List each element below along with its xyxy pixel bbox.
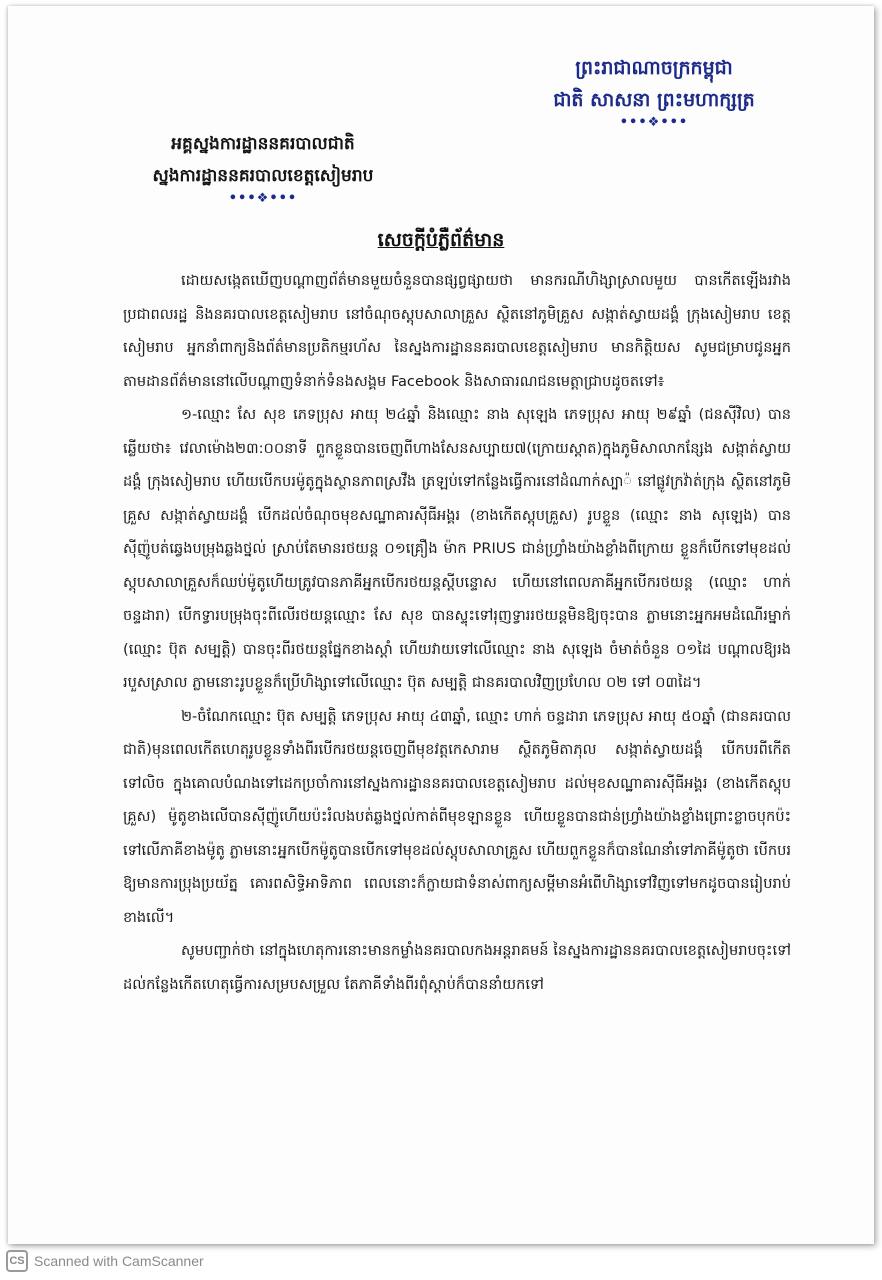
scanner-watermark [6, 1250, 204, 1272]
camscanner-logo-icon: CS [6, 1250, 28, 1272]
agency-provincial-commissariat: ស្នងការដ្ឋាននគរបាលខេត្តសៀមរាប [152, 166, 374, 186]
paragraph-intro: ដោយសង្កេតឃើញបណ្ដាញព័ត៌មានមួយចំនួនបានផ្សព្វផ្សាយថា មានករណីហិង្សាស្រាលមួយ បានកើតឡើងរវាងប្រជាពលរដ្ឋ និងនគរបាលខេត្តសៀមរាប នៅចំណុចស្តុបសាលាគ្រួស ស្ថិតនៅភូមិគ្រួស សង្កាត់ស្វាយដង្គំ ក្រុងសៀមរាប ខេត្តសៀមរាប អ្នកនាំពាក្យនិងព័ត៌មានប្រតិកម្មរហ័ស នៃស្នងការដ្ឋាននគរបាលខេត្តសៀមរាប មានកិត្តិយស សូមជម្រាបជូនអ្នកតាមដានព័ត៌មាននៅលើបណ្ដាញទំនាក់ទំនងសង្គម Facebook និងសាធារណជនមេត្តាជ្រាបដូចតទៅ៖ [123, 272, 791, 390]
paragraph-conclusion: សូមបញ្ជាក់ថា នៅក្នុងហេតុការនោះមានកម្លាំងនគរបាលកងអន្តរាគមន៍ នៃស្នងការដ្ឋាននគរបាលខេត្តសៀមរាបចុះទៅដល់កន្លែងកើតហេតុធ្វើការសម្របសម្រួល តែភាគីទាំងពីរពុំស្តាប់ក៏បាននាំយកទៅ [123, 942, 791, 993]
document-title: សេចក្ដីបំភ្លឺព័ត៌មាន [377, 229, 505, 251]
scanner-watermark-text: Scanned with CamScanner [34, 1253, 204, 1269]
agency-general-commissariat: អគ្គស្នងការដ្ឋាននគរបាលជាតិ [171, 134, 355, 154]
ornament-divider: •••❖••• [619, 115, 689, 130]
document-body [123, 264, 791, 1001]
paragraph-statement-1: ១-ឈ្មោះ សែ សុខ ភេទប្រុស អាយុ ២៤ឆ្នាំ និងឈ្មោះ នាង សុឡេង ភេទប្រុស អាយុ ២៩ឆ្នាំ (ជនស៊ីវិល) បានឆ្លើយថា៖ វេលាម៉ោង២៣:០០នាទី ពួកខ្លួនបានចេញពីហាងសែនសប្បាយ៧(ក្រោយស្តាត)ក្នុងភូមិសាលាកន្សែង សង្កាត់ស្វាយដង្គំ ក្រុងសៀមរាប ហើយបើកបរម៉ូតូក្នុងស្ថានភាពស្រវឹង ត្រឡប់ទៅកន្លែងធ្វើការនៅដំណាក់ស្បា៉ នៅផ្លូវក្រវ៉ាត់ក្រុង ស្ថិតនៅភូមិគ្រួស សង្កាត់ស្វាយដង្គំ បើកដល់ចំណុចមុខសណ្ឋាគារស៊ីធីអង្គរ (ខាងកើតស្តុបគ្រួស) រូបខ្លួន (ឈ្មោះ នាង សុឡេង) បានស៊ីញ៉ូបត់ឆ្វេងបម្រុងឆ្លងថ្នល់ ស្រាប់តែមានរថយន្ត ០១គ្រឿង ម៉ាក PRIUS ជាន់ហ្វ្រាំងយ៉ាងខ្លាំងពីក្រោយ ខ្លួនក៏បើកទៅមុខដល់ស្តុបសាលាគ្រួសក៏ឈប់ម៉ូតូហើយត្រូវបានភាគីអ្នកបើករថយន្តស្តីបន្ទោស ហើយនៅពេលភាគីអ្នកបើករថយន្ត (ឈ្មោះ ហាក់ ចន្ទដារា) បើកទ្វារបម្រុងចុះពីលើរថយន្តឈ្មោះ សែ សុខ បានស្ទុះទៅរុញទ្វាររថយន្តមិនឱ្យចុះបាន ភ្លាមនោះអ្នកអមដំណើរម្នាក់ (ឈ្មោះ ប៊ុត សម្បត្តិ) បានចុះពីរថយន្តផ្នែកខាងស្តាំ ហើយវាយទៅលើឈ្មោះ នាង សុឡេង ចំមាត់ចំនួន ០១ដៃ បណ្ដាលឱ្យរងរបួសស្រាល ភ្លាមនោះរូបខ្លួនក៏ប្រើហិង្សាទៅលើឈ្មោះ ប៊ុត សម្បត្តិ ជានគរបាលវិញប្រហែល ០២ ទៅ ០៣ដៃ។ [123, 406, 791, 691]
paragraph-statement-2: ២-ចំណែកឈ្មោះ ប៊ុត សម្បត្តិ ភេទប្រុស អាយុ ៤៣ឆ្នាំ, ឈ្មោះ ហាក់ ចន្ទដារា ភេទប្រុស អាយុ ៥០ឆ្នាំ (ជានគរបាលជាតិ)មុនពេលកើតហេតុរូបខ្លួនទាំងពីរបើករថយន្តចេញពីមុខវត្តកេសារាម ស្ថិតភូមិតាភុល សង្កាត់ស្វាយដង្គំ បើកបរពីកើត ទៅលិច ក្នុងគោលបំណងទៅដេកប្រចាំការនៅស្នងការដ្ឋាននគរបាលខេត្តសៀមរាប ដល់មុខសណ្ឋាគារស៊ីធីអង្គរ (ខាងកើតស្តុបគ្រួស) ម៉ូតូខាងលើបានស៊ីញ៉ូហើយប៉ះរំលងបត់ឆ្លងថ្នល់កាត់ពីមុខឡានខ្លួន ហើយខ្លួនបានជាន់ហ្វ្រាំងយ៉ាងខ្លាំងព្រោះខ្លាចបុកប៉ះទៅលើភាគីខាងម៉ូតូ ភ្លាមនោះអ្នកបើកម៉ូតូបានបើកទៅមុខដល់ស្តុបសាលាគ្រួស ហើយពួកខ្លួនក៏បានណែនាំទៅភាគីម៉ូតូថា បើកបរឱ្យមានការប្រុងប្រយ័ត្ន គោរពសិទ្ធិអាទិភាព ពេលនោះក៏ក្លាយជាទំនាស់ពាក្យសម្ដីមានអំពើហិង្សាទៅវិញទៅមកដូចបានរៀបរាប់ខាងលើ។ [123, 707, 791, 926]
kingdom-motto [534, 52, 774, 130]
national-motto: ជាតិ សាសនា ព្រះមហាក្សត្រ [553, 89, 755, 111]
document-page [8, 6, 874, 1244]
issuing-agency [118, 128, 408, 206]
ornament-divider: •••❖••• [228, 191, 298, 206]
kingdom-name: ព្រះរាជាណាចក្រកម្ពុជា [575, 57, 733, 79]
